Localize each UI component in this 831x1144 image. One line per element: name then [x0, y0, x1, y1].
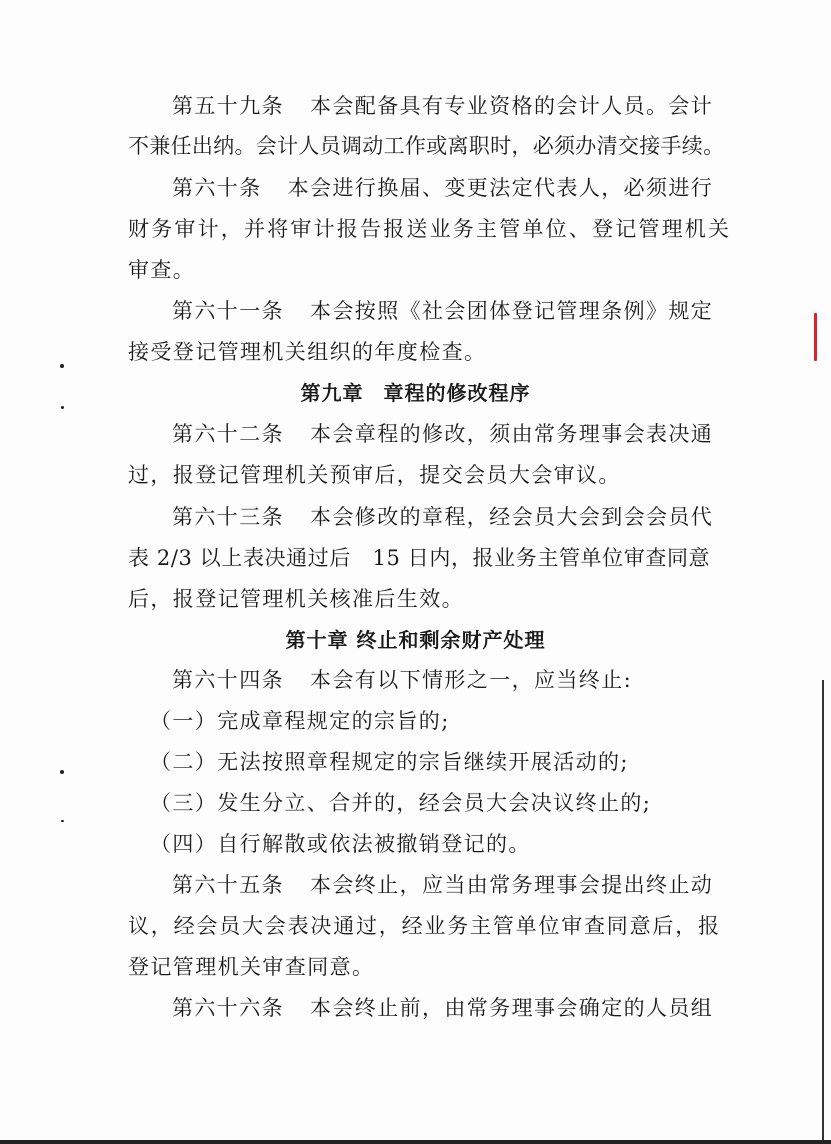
article-61-line-2: 接受登记管理机关组织的年度检查。 — [128, 340, 487, 364]
article-60-text: 本会进行换届、变更法定代表人，必须进行 — [287, 176, 714, 200]
article-65-line-1 — [172, 870, 714, 900]
article-63-line-3: 后，报登记管理机关核准后生效。 — [128, 587, 464, 611]
chapter-9-label: 第九章 — [300, 381, 364, 405]
scan-speck — [60, 770, 64, 774]
chapter-9-title: 章程的修改程序 — [383, 381, 531, 405]
article-60-line-2: 财务审计，并将审计报告报送业务主管单位、登记管理机关 — [128, 217, 732, 241]
article-59-text: 本会配备具有专业资格的会计人员。会计 — [310, 94, 714, 118]
article-62-text: 本会章程的修改，须由常务理事会表决通 — [310, 422, 714, 446]
article-66-label: 第六十六条 — [172, 996, 284, 1020]
scan-speck — [61, 406, 64, 409]
list-item-3: （三）发生分立、合并的，经会员大会决议终止的; — [150, 791, 652, 815]
list-item-1: （一）完成章程规定的宗旨的; — [150, 709, 450, 733]
article-62-line-2: 过，报登记管理机关预审后，提交会员大会审议。 — [128, 463, 621, 487]
scan-speck — [60, 364, 64, 368]
scan-edge-right — [822, 680, 824, 1144]
article-61-line-1 — [172, 296, 714, 326]
article-65-text: 本会终止，应当由常务理事会提出终止动 — [310, 873, 714, 897]
article-62-line-1 — [172, 419, 714, 449]
article-64-text: 本会有以下情形之一，应当终止: — [310, 668, 633, 692]
article-66-text: 本会终止前，由常务理事会确定的人员组 — [310, 996, 714, 1020]
article-65-line-2: 议，经会员大会表决通过，经业务主管单位审查同意后，报 — [128, 914, 721, 938]
article-63-label: 第六十三条 — [172, 505, 284, 529]
article-66-line-1 — [172, 993, 714, 1023]
article-63-line-1 — [172, 502, 714, 532]
article-61-label: 第六十一条 — [172, 299, 284, 323]
article-65-line-3: 登记管理机关审查同意。 — [128, 955, 375, 979]
scan-speck — [61, 820, 64, 822]
list-item-2: （二）无法按照章程规定的宗旨继续开展活动的; — [150, 750, 629, 774]
article-65-label: 第六十五条 — [172, 873, 284, 897]
article-64-label: 第六十四条 — [172, 668, 284, 692]
article-59-line-1 — [172, 91, 714, 121]
chapter-10-heading: 第十章 终止和剩余财产处理 — [285, 628, 546, 652]
red-pen-mark — [814, 313, 817, 361]
scan-edge-bottom — [0, 1140, 831, 1144]
article-61-text: 本会按照《社会团体登记管理条例》规定 — [310, 299, 714, 323]
article-60-line-3: 审查。 — [128, 258, 196, 282]
list-item-4: （四）自行解散或依法被撤销登记的。 — [150, 832, 531, 856]
article-63-text: 本会修改的章程，经会员大会到会会员代 — [310, 505, 714, 529]
article-63-line-2: 表 2/3 以上表决通过后 15 日内，报业务主管单位审查同意 — [128, 546, 711, 570]
article-64-line-1 — [172, 665, 698, 695]
article-59-line-2: 不兼任出纳。会计人员调动工作或离职时，必须办清交接手续。 — [128, 134, 725, 158]
article-59-label: 第五十九条 — [172, 94, 284, 118]
article-60-line-1 — [172, 173, 714, 203]
article-60-label: 第六十条 — [172, 176, 262, 200]
article-62-label: 第六十二条 — [172, 422, 284, 446]
chapter-9-heading — [0, 378, 831, 408]
